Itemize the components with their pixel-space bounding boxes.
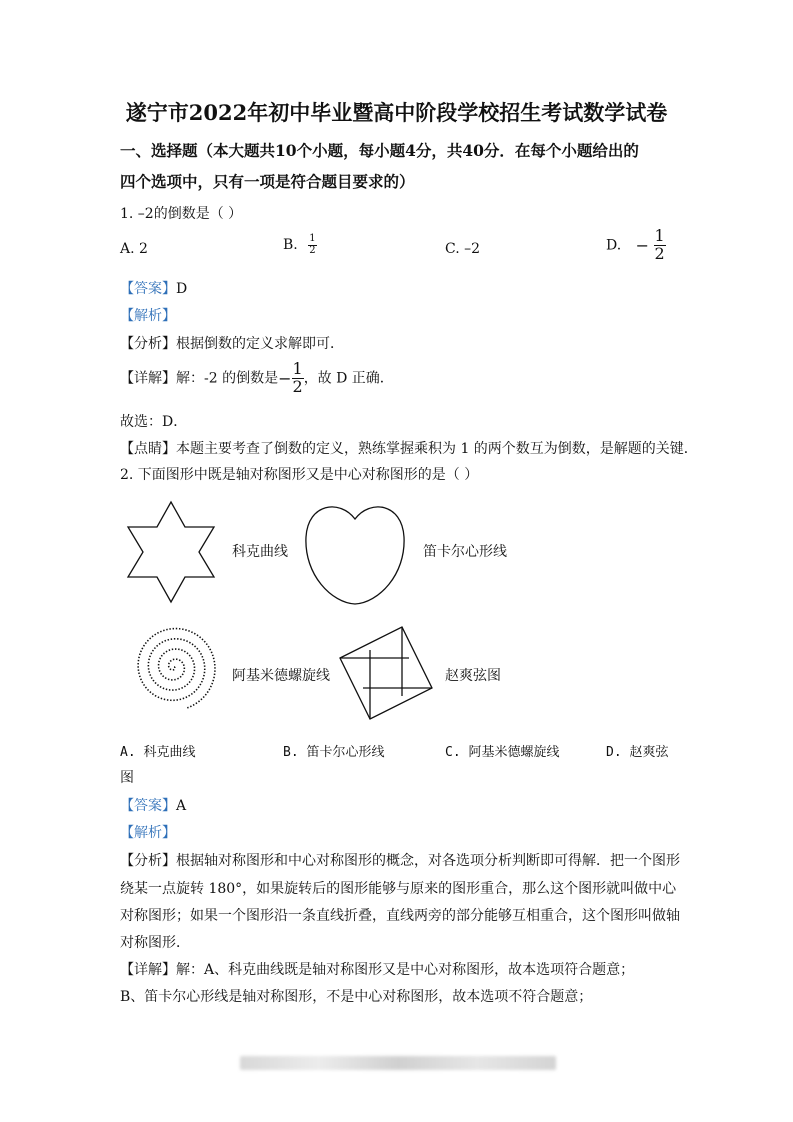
- q1-option-b: [283, 234, 317, 256]
- q1-detail-denominator: 2: [292, 376, 303, 396]
- q1-comment-tag: 【点睛】: [120, 441, 176, 457]
- q2-answer-tag: 【答案】: [120, 798, 176, 814]
- q1-option-d-denominator: 2: [654, 243, 665, 263]
- q1-answer-value: D: [176, 281, 188, 297]
- q1-comment-text: 本题主要考查了倒数的定义，熟练掌握乘积为 1 的两个数互为倒数，是解题的关键．: [176, 441, 698, 457]
- q2-detail-line1: [120, 959, 634, 979]
- q2-detail-tag: 【详解】: [120, 962, 176, 978]
- q2-analysis-line3: 对称图形；如果一个图形沿一条直线折叠，直线两旁的部分能够互相重合，这个图形叫做轴: [120, 908, 680, 924]
- fig-label-spiral: 阿基米德螺旋线: [232, 668, 330, 684]
- q1-comment: [120, 438, 698, 458]
- q1-answer: [120, 278, 187, 298]
- spiral-shape: [138, 629, 215, 708]
- q1-detail-numerator: 1: [292, 359, 303, 378]
- q1-analysis-tag: 【分析】: [120, 336, 176, 352]
- page-title: 遂宁市2022年初中毕业暨高中阶段学校招生考试数学试卷: [125, 100, 668, 125]
- blurred-watermark: [240, 1056, 556, 1070]
- fig-label-zhao: 赵爽弦图: [445, 668, 501, 684]
- q2-analysis-text-0: 根据轴对称图形和中心对称图形的概念，对各选项分析判断即可得解．把一个图形: [176, 853, 680, 869]
- q2-option-b: B. 笛卡尔心形线: [283, 745, 385, 760]
- q1-analysis: [120, 333, 344, 353]
- archimedes-spiral-figure: [128, 621, 220, 713]
- cardioid-figure: [302, 497, 408, 607]
- q1-analysis-text: 根据倒数的定义求解即可．: [176, 336, 344, 352]
- koch-star-shape: [128, 502, 214, 602]
- q2-analysis-line4: 对称图形．: [120, 935, 190, 951]
- zhao-shuang-figure: [336, 624, 436, 722]
- q2-jiexi-tag: 【解析】: [120, 825, 176, 841]
- q1-option-b-denominator: 2: [309, 244, 316, 256]
- q2-option-wrap: 图: [120, 770, 134, 786]
- fig-label-cardioid: 笛卡尔心形线: [423, 544, 507, 560]
- q2-detail-line2: B、笛卡尔心形线是轴对称图形，不是中心对称图形，故本选项不符合题意；: [120, 989, 593, 1005]
- q1-detail-sign: −: [278, 368, 292, 388]
- q1-option-d-label: D.: [606, 237, 622, 254]
- q1-option-d: [606, 228, 666, 263]
- q2-option-a: A. 科克曲线: [120, 745, 196, 760]
- q2-answer-value: A: [176, 798, 187, 814]
- q2-analysis-line2: 绕某一点旋转 180°，如果旋转后的图形能够与原来的图形重合，那么这个图形就叫做中心: [120, 881, 677, 897]
- q1-option-d-sign: −: [635, 235, 650, 255]
- koch-curve-figure: [125, 500, 217, 604]
- cardioid-shape: [306, 507, 404, 604]
- q1-detail-fraction: [292, 361, 304, 396]
- q2-detail-text-0: 解：A、科克曲线既是轴对称图形又是中心对称图形，故本选项符合题意；: [176, 962, 635, 978]
- q2-option-c: C. 阿基米德螺旋线: [445, 745, 560, 760]
- q2-answer: [120, 795, 186, 815]
- fig-label-koch: 科克曲线: [232, 544, 288, 560]
- q2-analysis-line1: [120, 850, 680, 870]
- section-heading-line2: 四个选项中，只有一项是符合题目要求的）: [120, 172, 415, 191]
- q1-option-d-fraction: [654, 228, 666, 263]
- q1-option-b-fraction: [308, 234, 316, 256]
- q1-choose: 故选：D．: [120, 414, 188, 430]
- q1-option-d-numerator: 1: [654, 226, 665, 245]
- q1-option-c: C. –2: [445, 241, 481, 257]
- q1-option-b-label: B.: [283, 237, 298, 253]
- q2-stem: 2. 下面图形中既是轴对称图形又是中心对称图形的是（ ）: [120, 467, 479, 483]
- q1-detail: [120, 361, 394, 396]
- zhao-shuang-shape: [340, 627, 432, 719]
- q1-option-b-numerator: 1: [309, 233, 316, 244]
- q1-option-a: A. 2: [120, 241, 148, 257]
- q1-detail-post: ，故 D 正确．: [303, 370, 394, 387]
- q1-jiexi-tag: 【解析】: [120, 308, 176, 324]
- q2-option-d: D. 赵爽弦: [606, 745, 669, 760]
- q1-detail-tag: 【详解】: [120, 370, 176, 387]
- q1-answer-tag: 【答案】: [120, 281, 176, 297]
- q1-stem: 1. –2的倒数是（ ）: [120, 206, 243, 222]
- q2-analysis-tag: 【分析】: [120, 853, 176, 869]
- section-heading-line1: 一、选择题（本大题共10个小题，每小题4分，共40分．在每个小题给出的: [120, 141, 639, 160]
- q1-detail-pre: 解：-2 的倒数是: [176, 370, 279, 387]
